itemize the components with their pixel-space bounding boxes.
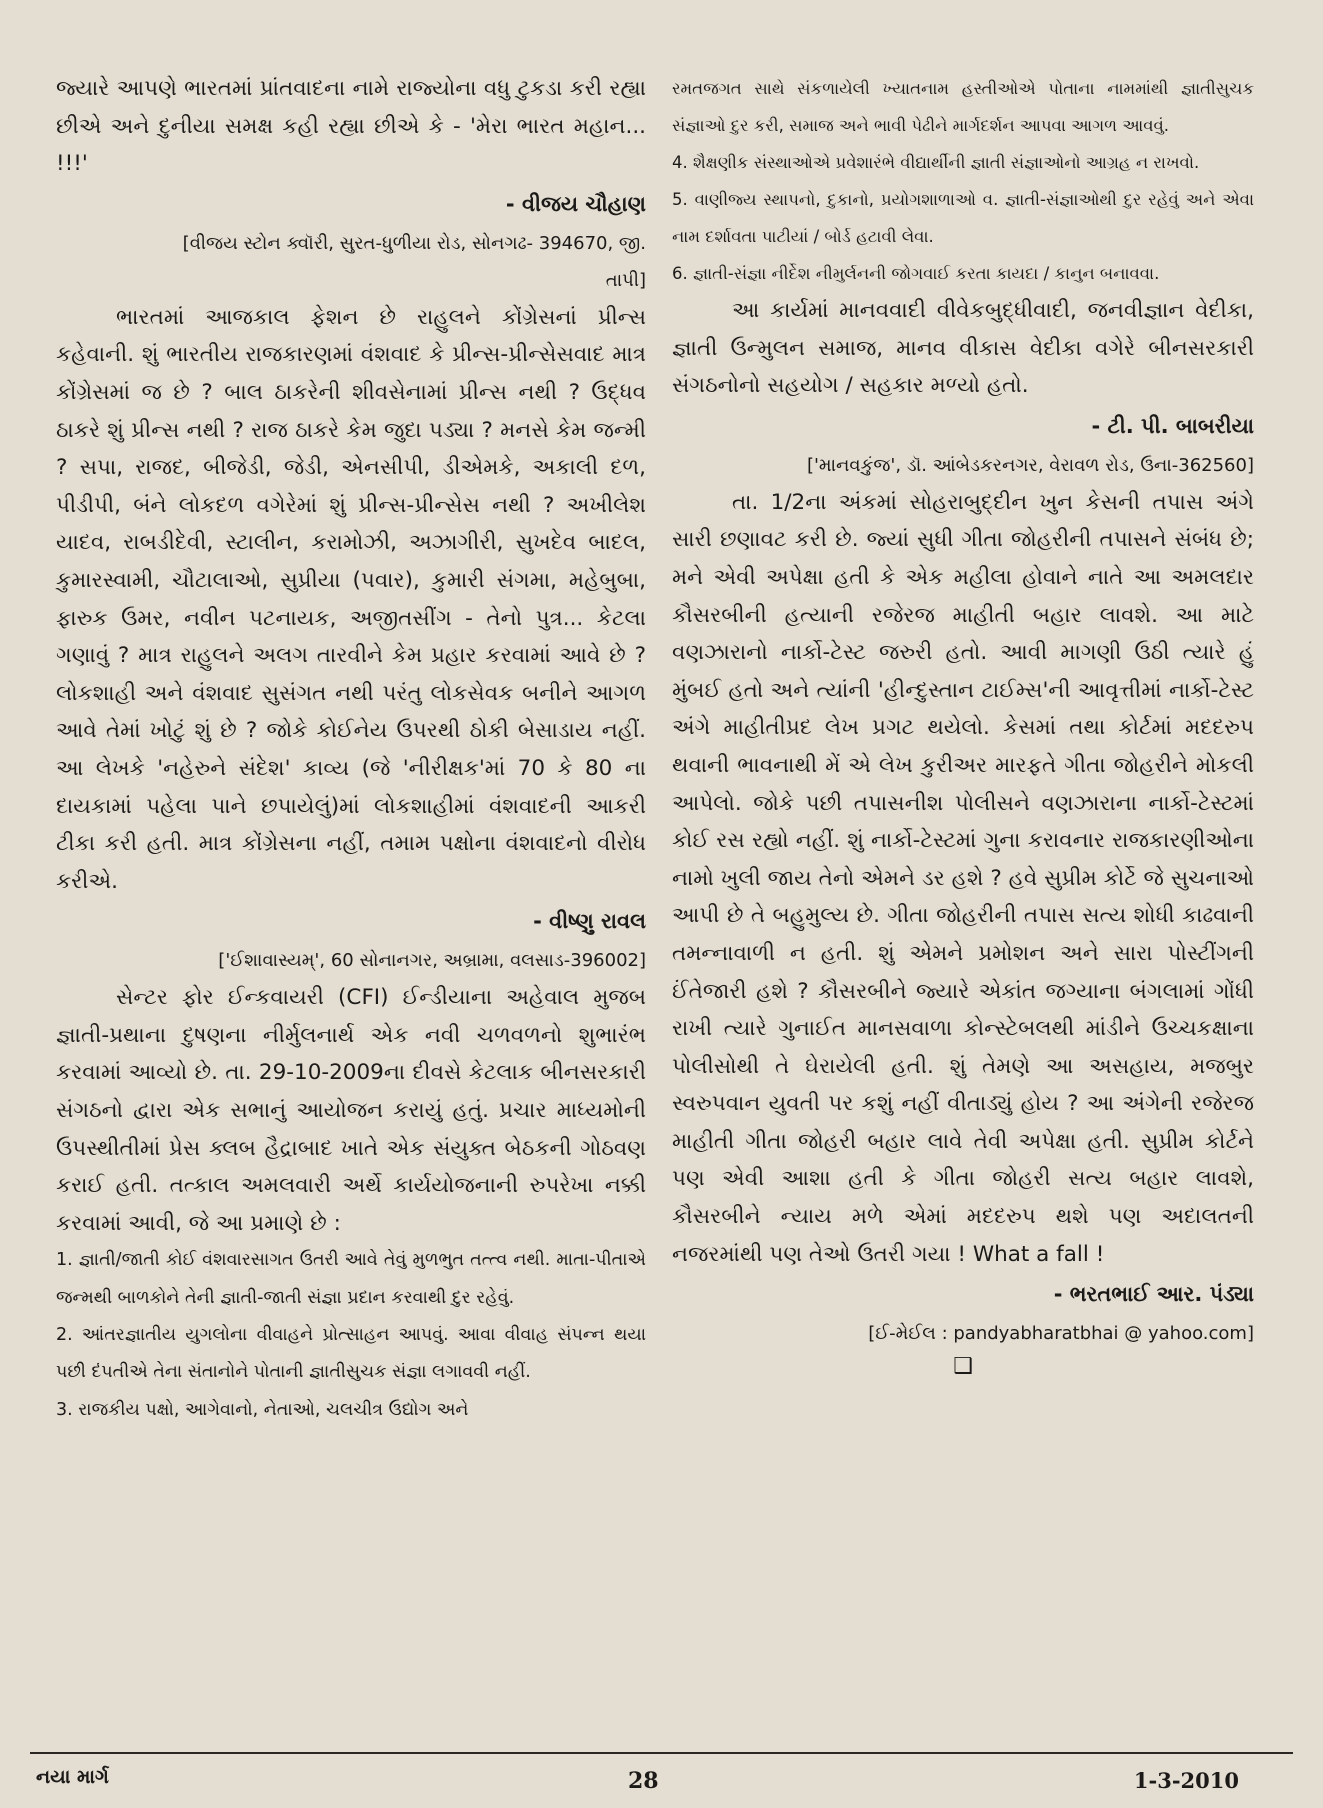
letter2-paragraph: ભારતમાં આજકાલ ફેશન છે રાહુલને કોંગ્રેસનાં પ્રીન્સ કહેવાની. શું ભારતીય રાજકારણમાં વંશવાદ કે પ્રીન્સ-પ્રીન્સેસવાદ માત્ર કોંગ્રેસમાં જ છે ? બાલ ઠાકરેની શીવસેનામાં પ્રીન્સ નથી ? ઉદ્ધવ ઠાકરે શું પ્રીન્સ નથી ? રાજ ઠાકરે કેમ જુદા પડ્યા ? મનસે કેમ જન્મી ? સપા, રાજદ, બીજેડી, જેડી, એનસીપી, ડીએમકે, અકાલી દળ, પીડીપી, બંને લોકદળ વગેરેમાં શું પ્રીન્સ-પ્રીન્સેસ નથી ? અખીલેશ યાદવ, રાબડીદેવી, સ્ટાલીન, કરામોઝી, અઝાગીરી, સુખદેવ બાદલ, કુમારસ્વામી, ચૌટાલાઓ, સુપ્રીયા (પવાર), કુમારી સંગમા, મહેબુબા, ફારુક ઉમર, નવીન પટનાયક, અજીતસીંગ - તેનો પુત્ર... કેટલા ગણાવું ? માત્ર રાહુલને અલગ તારવીને કેમ પ્રહાર કરવામાં આવે છે ? લોકશાહી અને વંશવાદ સુસંગત નથી પરંતુ લોકસેવક બનીને આગળ આવે તેમાં ખોટું શું છે ? જોકે કોઈનેય ઉપરથી ઠોકી બેસાડાય નહીં. આ લેખકે 'નહેરુને સંદેશ' કાવ્ય (જે 'નીરીક્ષક'માં 70 કે 80 ના દાયકામાં પહેલા પાને છપાયેલું)માં લોકશાહીમાં વંશવાદની આકરી ટીકા કરી હતી. માત્ર કોંગ્રેસના નહીં, તમામ પક્ષોના વંશવાદનો વીરોધ કરીએ. — [56, 304, 646, 894]
letter2-signature: - વીષ્ણુ રાવલ — [533, 909, 646, 934]
letter1-signature: - વીજય ચૌહાણ — [505, 191, 646, 216]
list-item-3: 3. રાજકીય પક્ષો, આગેવાનો, નેતાઓ, ચલચીત્ર ઉદ્યોગ અને — [56, 1399, 469, 1420]
letter4-paragraph: તા. 1/2ના અંકમાં સોહરાબુદ્દીન ખુન કેસની તપાસ અંગે સારી છણાવટ કરી છે. જ્યાં સુધી ગીતા જોહરીની તપાસને સંબંધ છે; મને એવી અપેક્ષા હતી કે એક મહીલા હોવાને નાતે આ અમલદાર કૌસરબીની હત્યાની રજેરજ માહીતી બહાર લાવશે. આ માટે વણઝારાનો નાર્કો-ટેસ્ટ જરુરી હતો. આવી માગણી ઉઠી ત્યારે હું મુંબઈ હતો અને ત્યાંની 'હીન્દુસ્તાન ટાઈમ્સ'ની આવૃત્તીમાં નાર્કો-ટેસ્ટ અંગે માહીતીપ્રદ લેખ પ્રગટ થયેલો. કેસમાં તથા કોર્ટમાં મદદરુપ થવાની ભાવનાથી મેં એ લેખ કુરીઅર મારફતે ગીતા જોહરીને મોકલી આપેલો. જોકે પછી તપાસનીશ પોલીસને વણઝારાના નાર્કો-ટેસ્ટમાં કોઈ રસ રહ્યો નહીં. શું નાર્કો-ટેસ્ટમાં ગુના કરાવનાર રાજકારણીઓના નામો ખુલી જાય તેનો એમને ડર હશે ? હવે સુપ્રીમ કોર્ટે જે સુચનાઓ આપી છે તે બહુમુલ્ય છે. ગીતા જોહરીની તપાસ સત્ય શોધી કાઢવાની તમન્નાવાળી ન હતી. શું એમને પ્રમોશન અને સારા પોસ્ટીંગની ઈંતેજારી હશે ? કૌસરબીને જ્યારે એકાંત જગ્યાના બંગલામાં ગોંધી રાખી ત્યારે ગુનાઈત માનસવાળા કોન્સ્ટેબલથી માંડીને ઉચ્ચકક્ષાના પોલીસોથી તે ઘેરાયેલી હતી. શું તેમણે આ અસહાય, મજબુર સ્વરુપવાન યુવતી પર કશું નહીં વીતાડ્યું હોય ? આ અંગેની રજેરજ માહીતી ગીતા જોહરી બહાર લાવે તેવી અપેક્ષા હતી. સુપ્રીમ કોર્ટને પણ એવી આશા હતી કે ગીતા જોહરી સત્ય બહાર લાવશે, કૌસરબીને ન્યાય મળે એમાં મદદરુપ થશે પણ અદાલતની નજરમાંથી પણ તેઓ ઉતરી ગયા ! What a fall ! — [672, 489, 1254, 1267]
letter1-paragraph: જ્યારે આપણે ભારતમાં પ્રાંતવાદના નામે રાજ્યોના વધુ ટુકડા કરી રહ્યા છીએ અને દુનીયા સમક્ષ કહી રહ્યા છીએ કે - 'મેરા ભારત મહાન... !!!' — [56, 76, 646, 177]
footer-divider — [30, 1752, 1293, 1754]
footer-page-number: 28 — [628, 1768, 659, 1794]
letter3-address: ['માનવકુંજ', ડૉ. આંબેડકરનગર, વેરાવળ રોડ, ઉના-362560] — [806, 454, 1254, 476]
letter2-address: ['ઈશાવાસ્યમ્', 60 સોનાનગર, અબ્રામા, વલસાડ-396002] — [218, 950, 646, 972]
list-item-2: 2. આંતરજ્ઞાતીય યુગલોના વીવાહને પ્રોત્સાહન આપવું. આવા વીવાહ સંપન્ન થયા પછી દંપતીએ તેના સંતાનોને પોતાની જ્ઞાતીસુચક સંજ્ઞા લગાવવી નહીં. — [56, 1325, 646, 1383]
letter3-paragraph: સેન્ટર ફોર ઈન્કવાયરી (CFI) ઈન્ડીયાના અહેવાલ મુજબ જ્ઞાતી-પ્રથાના દુષણના નીર્મુલનાર્થ એક નવી ચળવળનો શુભારંભ કરવામાં આવ્યો છે. તા. 29-10-2009ના દીવસે કેટલાક બીનસરકારી સંગઠનો દ્વારા એક સભાનું આયોજન કરાયું હતું. પ્રચાર માધ્યમોની ઉપસ્થીતીમાં પ્રેસ ક્લબ હૈદ્રાબાદ ખાતે એક સંયુક્ત બેઠકની ગોઠવણ કરાઈ હતી. તત્કાલ અમલવારી અર્થે કાર્યયોજનાની રુપરેખા નક્કી કરવામાં આવી, જે આ પ્રમાણે છે : — [56, 985, 646, 1236]
list-item-1: 1. જ્ઞાતી/જાતી કોઈ વંશવારસાગત ઉતરી આવે તેવું મુળભુત તત્ત્વ નથી. માતા-પીતાએ જન્મથી બાળકોને તેની જ્ઞાતી-જાતી સંજ્ઞા પ્રદાન કરવાથી દુર રહેવું. — [56, 1250, 646, 1308]
list-item-3-continued: રમતજગત સાથે સંકળાયેલી ખ્યાતનામ હસ્તીઓએ પોતાના નામમાંથી જ્ઞાતીસુચક સંજ્ઞાઓ દુર કરી, સમાજ અને ભાવી પેઢીને માર્ગદર્શન આપવા આગળ આવવું. — [672, 79, 1254, 135]
letter3-signature: - ટી. પી. બાબરીયા — [1091, 413, 1254, 438]
letter4-signature: - ભરતભાઈ આર. પંડ્યા — [1053, 1282, 1254, 1307]
list-item-4: 4. શૈક્ષણીક સંસ્થાઓએ પ્રવેશારંભે વીદ્યાર્થીની જ્ઞાતી સંજ્ઞાઓનો આગ્રહ ન રાખવો. — [672, 153, 1200, 172]
footer-issue-date: 1-3-2010 — [1133, 1768, 1239, 1793]
letter1-address: [વીજય સ્ટોન ક્વૉરી, સુરત-ધુળીયા રોડ, સોનગઢ- 394670, જી. તાપી] — [182, 232, 646, 291]
list-item-6: 6. જ્ઞાતી-સંજ્ઞા નીર્દેશ નીમુર્લનની જોગવાઈ કરતા કાયદા / કાનુન બનાવવા. — [672, 264, 1160, 283]
letter4-email: [ઈ-મેઈલ : pandyabharatbhai @ yahoo.com] — [868, 1323, 1254, 1345]
right-column — [672, 70, 1254, 1382]
list-item-5: 5. વાણીજ્ય સ્થાપનો, દુકાનો, પ્રયોગશાળાઓ વ. જ્ઞાતી-સંજ્ઞાઓથી દુર રહેવું અને એવા નામ દર્શાવતા પાટીયાં / બોર્ડ હટાવી લેવા. — [672, 190, 1254, 246]
letter3-closing-paragraph: આ કાર્યમાં માનવવાદી વીવેકબુદ્ધીવાદી, જનવીજ્ઞાન વેદીકા, જ્ઞાતી ઉન્મુલન સમાજ, માનવ વીકાસ વેદીકા વગેરે બીનસરકારી સંગઠનોનો સહયોગ / સહકાર મળ્યો હતો. — [672, 298, 1254, 399]
end-of-article-icon: ❑ — [953, 1354, 973, 1380]
left-column — [56, 70, 646, 1429]
footer-magazine-name: નયા માર્ગ — [36, 1766, 109, 1788]
